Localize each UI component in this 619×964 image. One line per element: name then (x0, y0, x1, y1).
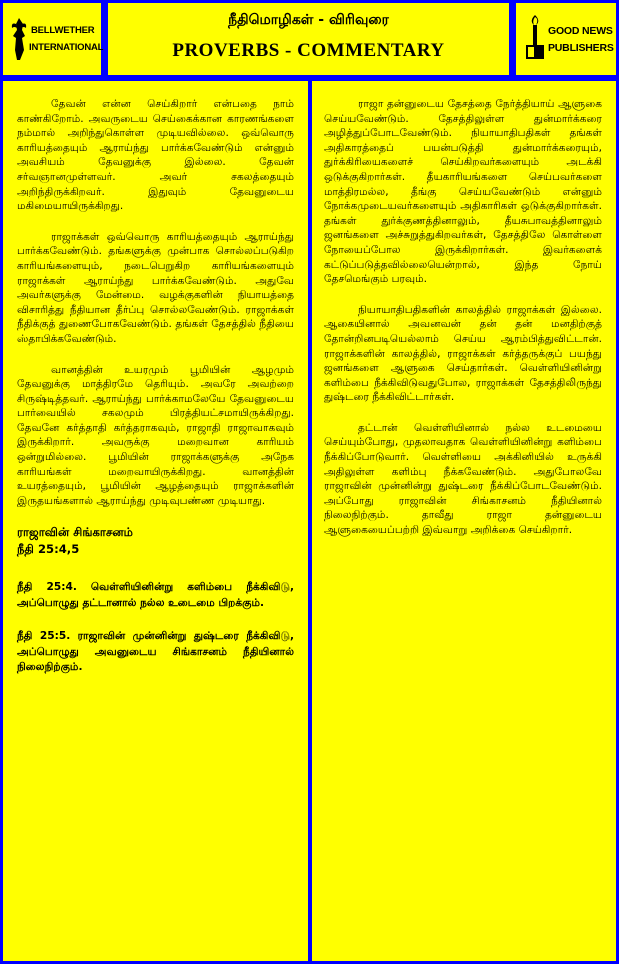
left-paragraph-3: வானத்தின் உயரமும் பூமியின் ஆழமும் தேவனுக்கு மாத்திரமே தெரியும். அவரே அவற்றை சிருஷ்டித்தவர். ஆராய்ந்து பார்க்காமலேயே தேவனுடைய பார்வையில் சகலமும் பிரத்தியட்சமாயிருக்கிறது. தேவனே கர்த்தாதி கர்த்தராகவும், ராஜாதி ராஜாவாகவும் இருக்கிறார். அவருக்கு மறைவான காரியம் ஒன்றுமில்லை. பூமியின் ராஜாக்களுக்கு அநேக காரியங்கள் மறைவாயிருக்கிறது. வானத்தின் உயரத்தையும், பூமியின் ஆழத்தையும் ராஜாக்களின் இருதயங்களால் ஆராய்ந்து முடிவுபண்ண முடியாது. (17, 363, 294, 507)
verse-25-4: நீதி 25:4. வெள்ளியினின்று களிம்பை நீக்கிவிடு, அப்பொழுது தட்டானால் நல்ல உடைமை பிறக்கும். (17, 581, 294, 609)
title-english: PROVERBS - COMMENTARY (172, 40, 445, 61)
verse-25-5: நீதி 25:5. ராஜாவின் முன்னின்று துஷ்டரை நீக்கிவிடு, அப்பொழுது அவனுடைய சிங்காசனம் நீதியினால் நிலைநிற்கும். (17, 630, 294, 674)
right-paragraph-3: தட்டான் வெள்ளியினால் நல்ல உடமையை செய்யும்போது, முதலாவதாக வெள்ளியினின்று களிம்பை நீக்கிப்போடுவார். வெள்ளியை அக்கினியில் உருக்கி அதிலுள்ள களிம்பு நீக்கவேண்டும். அதுபோலவே ராஜாவின் முன்னின்று துஷ்டரை நீக்கிப்போடவேண்டும். அப்போது ராஜாவின் சிங்காசனம் நீதியினால் நிலைநிற்கும். தாவீது ராஜா தன்னுடைய ஆளுகையைப்பற்றி இவ்வாறு அறிக்கை செய்கிறார். (324, 421, 602, 537)
book-torch-icon (524, 15, 546, 63)
bellwether-ram-icon (9, 16, 29, 62)
title-tamil: நீதிமொழிகள் - விரிவுரை (228, 12, 389, 28)
left-column (3, 81, 308, 961)
left-paragraph-2: ராஜாக்கள் ஒவ்வொரு காரியத்தையும் ஆராய்ந்து பார்க்கவேண்டும். தங்களுக்கு முன்பாக சொல்லப்படுகிற காரியங்களையும், நடைபெறுகிற காரியங்களையும் ராஜாக்கள் ஆராய்ந்து பார்க்கவேண்டும். அதுவே அவர்களுக்கு மேன்மை. வழக்குகளின் நியாயத்தை விசாரித்து நீதியான தீர்ப்பு சொல்லவேண்டும். ராஜாக்கள் நீதிக்குத் துணைபோகவேண்டும். தங்கள் தேசத்தில் நீதியை ஸ்தாபிக்கவேண்டும். (17, 230, 294, 345)
bellwether-logo (3, 3, 104, 75)
good-news-logo (516, 3, 616, 75)
right-paragraph-1: ராஜா தன்னுடைய தேசத்தை நேர்த்தியாய் ஆளுகை செய்யவேண்டும். தேசத்திலுள்ள துன்மார்க்கரை அழித்துப்போடவேண்டும். நியாயாதிபதிகள் தங்கள் அதிகாரத்தைப் பயன்படுத்தி துன்மார்க்கரையும், துர்க்கிரியைகளைச் செய்கிறவர்களையும் அடக்கி ஒடுக்குகிறார்கள். தீயகாரியங்களை செய்பவர்களை மாத்திரமல்ல, தீங்கு செய்யவேண்டும் என்னும் நோக்கமுடையவர்களையும் அதிகாரிகள் ஒடுக்குகிறார்கள். தங்கள் துர்க்குணத்தினாலும், தீயசுபாவத்தினாலும் ஜனங்களை அச்சுறுத்துகிறவர்கள், தேசத்திலே கொள்ளை நோயைப்போல இருக்கிறார்கள். இவர்களைக் கட்டுப்படுத்தவில்லையென்றால், இந்த நோய் தேசமெங்கும் பரவும். (324, 98, 602, 286)
right-column (312, 81, 616, 961)
right-paragraph-2: நியாயாதிபதிகளின் காலத்தில் ராஜாக்கள் இல்லை. ஆகையினால் அவனவன் தன் தன் மனதிற்குத் தோன்றினபடியெல்லாம் செய்ய ஆரம்பித்துவிட்டான். ராஜாக்களின் காலத்தில், ராஜாக்கள் கர்த்தருக்குப் பயந்து ஜனங்களை ஆளுகை செய்தார்கள். வெள்ளியினின்று களிம்பை நீக்கிவிடுவதுபோல, ராஜாக்கள் தேசத்திலிருந்து துஷ்டரை நீக்கிவிட்டார்கள். (324, 303, 602, 404)
logo-left-line1: BELLWETHER (31, 25, 95, 36)
section-heading (17, 524, 294, 558)
left-paragraph-1: தேவன் என்ன செய்கிறார் என்பதை நாம் காண்கிறோம். அவருடைய செய்கைக்கான காரணங்களை நம்மால் அறிந்துகொள்ள முடியவில்லை. ஒவ்வொரு காரியத்தையும் ஆராய்ந்து பார்க்கவேண்டும் என்னும் அவசியம் தேவனுக்கு இல்லை. தேவன் சர்வஞானமுள்ளவர். அவர் சகலத்தையும் அறிந்திருக்கிறவர். இதுவும் தேவனுடைய மகிமையாயிருக்கிறது. (17, 98, 294, 213)
section-heading-title: ராஜாவின் சிங்காசனம் (17, 525, 133, 540)
logo-left-line2: INTERNATIONAL (29, 42, 104, 53)
logo-right-line2: PUBLISHERS (548, 42, 614, 54)
page-header (108, 3, 509, 75)
logo-right-line1: GOOD NEWS (548, 25, 613, 37)
section-heading-reference: நீதி 25:4,5 (17, 542, 80, 557)
